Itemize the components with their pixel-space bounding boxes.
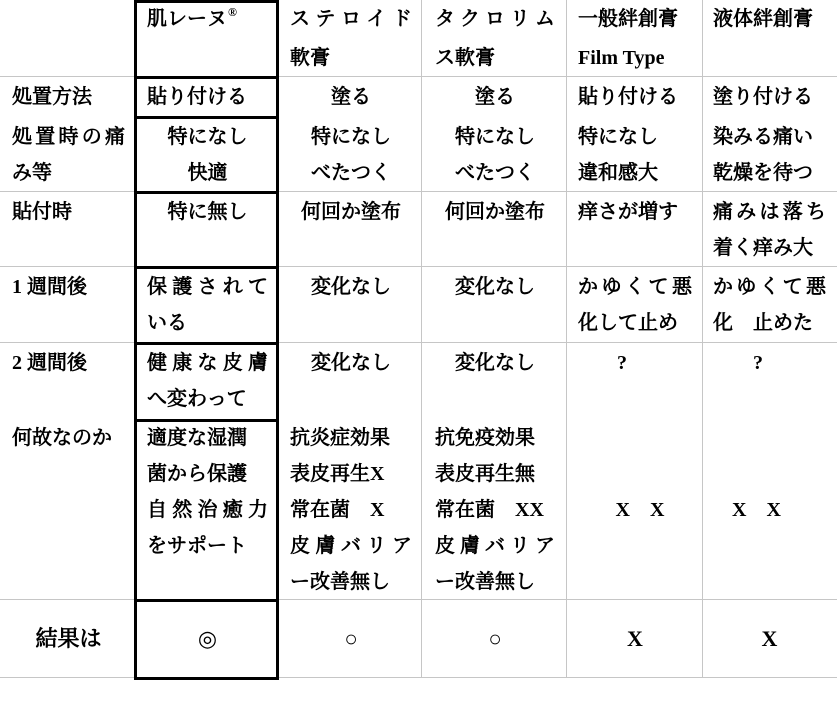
row-label-method: [0, 77, 136, 117]
cell-steroid-result: [278, 600, 422, 678]
row-label-week1: [0, 267, 136, 343]
cell-film-bandage-reason: [567, 420, 703, 600]
product-name-line: 一般絆創膏: [578, 8, 678, 30]
cell-film-bandage-application: [567, 192, 703, 267]
cell-text: X X: [732, 499, 781, 521]
cell-steroid-application: [278, 192, 422, 267]
row-label-text: 貼付時: [12, 201, 72, 223]
product-header-tacrolimus: [422, 0, 567, 77]
cell-tacrolimus-reason: [422, 420, 567, 600]
row-label-text: 1 週間後: [12, 276, 87, 298]
cell-text: 化 止めた: [713, 312, 813, 334]
highlight-column-frame: [134, 0, 279, 680]
cell-text: 変化なし: [311, 352, 391, 374]
cell-text: をサポート: [147, 535, 247, 557]
grid-line-vertical: [566, 0, 567, 678]
cell-film-bandage-result: [567, 600, 703, 678]
cell-film-bandage-pain: [567, 117, 703, 192]
cell-text: 抗炎症効果: [290, 427, 390, 449]
product-header-liquid-bandage: [703, 0, 837, 77]
cell-text: 抗免疫効果: [435, 427, 535, 449]
row-label-text: 何故なのか: [12, 427, 112, 449]
cell-text: 適度な湿潤: [147, 427, 247, 449]
cell-text: ?: [617, 352, 627, 374]
highlight-row-divider: [134, 76, 279, 79]
cell-text: 何回か塗布: [301, 201, 401, 223]
cell-text: いる: [147, 312, 187, 334]
cell-text: 乾燥を待つ: [713, 162, 813, 184]
grid-line-vertical: [421, 0, 422, 678]
row-label-pain: [0, 117, 136, 192]
grid-line-horizontal: [0, 677, 837, 678]
product-name-line: Film Type: [578, 47, 665, 69]
cell-text: 違和感大: [578, 162, 658, 184]
grid-line-vertical: [702, 0, 703, 678]
row-label-text: み等: [12, 162, 52, 184]
cell-text: 塗る: [475, 86, 515, 108]
highlight-row-divider: [134, 342, 279, 345]
cell-text: べたつく: [311, 162, 391, 184]
cell-text: 皮膚バリア: [290, 535, 412, 557]
result-mark: X: [627, 626, 643, 651]
cell-text: べたつく: [455, 162, 535, 184]
result-mark: ◎: [197, 626, 218, 651]
cell-liquid-bandage-week2: [703, 343, 837, 420]
highlight-row-divider: [134, 116, 279, 119]
grid-line-horizontal: [0, 191, 837, 192]
cell-tacrolimus-result: [422, 600, 567, 678]
cell-text: 皮膚バリア: [435, 535, 555, 557]
cell-text: 塗る: [331, 86, 371, 108]
product-name-line: 液体絆創膏: [713, 8, 813, 30]
header-corner: [0, 0, 136, 77]
cell-text: X X: [615, 499, 665, 521]
grid-line-horizontal: [0, 76, 837, 77]
product-name-line: タクロリム: [435, 8, 555, 30]
cell-text: ?: [753, 352, 763, 374]
cell-film-bandage-method: [567, 77, 703, 117]
cell-text: 着く痒み大: [713, 237, 813, 259]
cell-tacrolimus-week1: [422, 267, 567, 343]
product-name-line: ステロイド: [290, 8, 412, 30]
cell-film-bandage-week1: [567, 267, 703, 343]
cell-film-bandage-week2: [567, 343, 703, 420]
cell-text: 化して止め: [578, 312, 678, 334]
row-label-text: 処置方法: [12, 86, 92, 108]
product-header-steroid: [278, 0, 422, 77]
cell-text: 痒さが増す: [578, 201, 678, 223]
row-label-week2: [0, 343, 136, 420]
cell-tacrolimus-application: [422, 192, 567, 267]
product-name-line: ス軟膏: [435, 47, 495, 69]
cell-tacrolimus-pain: [422, 117, 567, 192]
cell-text: 変化なし: [455, 276, 535, 298]
grid-line-horizontal: [0, 266, 837, 267]
cell-text: 特になし: [311, 126, 391, 148]
cell-liquid-bandage-application: [703, 192, 837, 267]
cell-text: かゆくて悪: [578, 276, 692, 298]
cell-text: 何回か塗布: [445, 201, 545, 223]
cell-text: かゆくて悪: [713, 276, 826, 298]
row-label-text: 結果は: [35, 626, 102, 651]
highlight-row-divider: [134, 266, 279, 269]
cell-text: 変化なし: [311, 276, 391, 298]
cell-steroid-week1: [278, 267, 422, 343]
cell-liquid-bandage-reason: [703, 420, 837, 600]
cell-liquid-bandage-result: [703, 600, 837, 678]
result-mark: X: [761, 626, 778, 651]
highlight-row-divider: [134, 599, 279, 602]
cell-text: 塗り付ける: [713, 86, 813, 108]
highlight-row-divider: [134, 419, 279, 422]
cell-text: 変化なし: [455, 352, 535, 374]
result-mark: ○: [488, 626, 502, 651]
cell-tacrolimus-week2: [422, 343, 567, 420]
cell-steroid-week2: [278, 343, 422, 420]
cell-steroid-method: [278, 77, 422, 117]
cell-liquid-bandage-week1: [703, 267, 837, 343]
cell-liquid-bandage-pain: [703, 117, 837, 192]
grid-line-horizontal: [0, 599, 837, 600]
highlight-row-divider: [134, 191, 279, 194]
cell-text: ー改善無し: [290, 571, 390, 593]
cell-text: 保護されて: [147, 276, 268, 298]
row-label-reason: [0, 420, 136, 600]
cell-liquid-bandage-method: [703, 77, 837, 117]
grid-line-horizontal: [0, 342, 837, 343]
row-label-result: [0, 600, 136, 678]
product-header-film-bandage: [567, 0, 703, 77]
cell-text: 特になし: [455, 126, 535, 148]
product-name-line: 軟膏: [290, 47, 330, 69]
cell-text: 特になし: [167, 126, 248, 148]
registered-mark: ®: [228, 5, 237, 19]
cell-text: 染みる痛い: [713, 126, 813, 148]
row-label-application: [0, 192, 136, 267]
cell-text: 健康な皮膚: [147, 352, 268, 374]
cell-steroid-pain: [278, 117, 422, 192]
cell-text: ー改善無し: [435, 571, 535, 593]
cell-steroid-reason: [278, 420, 422, 600]
cell-text: 表皮再生X: [290, 463, 385, 485]
cell-text: 表皮再生無: [435, 463, 535, 485]
result-mark: ○: [344, 626, 358, 651]
row-label-text: 処置時の痛: [12, 126, 125, 148]
product-name: 肌レーヌ: [147, 8, 227, 30]
cell-text: 特に無し: [167, 201, 248, 223]
cell-text: 常在菌 XX: [435, 499, 544, 521]
cell-text: 特になし: [578, 126, 658, 148]
cell-text: 常在菌 X: [290, 499, 385, 521]
cell-text: 自然治癒力: [147, 499, 268, 521]
cell-tacrolimus-method: [422, 77, 567, 117]
cell-text: 貼り付ける: [147, 86, 247, 108]
cell-text: へ変わって: [147, 388, 247, 410]
cell-text: 貼り付ける: [578, 86, 678, 108]
row-label-text: 2 週間後: [12, 352, 87, 374]
cell-text: 快適: [187, 162, 228, 184]
cell-text: 痛みは落ち: [713, 201, 826, 223]
cell-text: 菌から保護: [147, 463, 247, 485]
